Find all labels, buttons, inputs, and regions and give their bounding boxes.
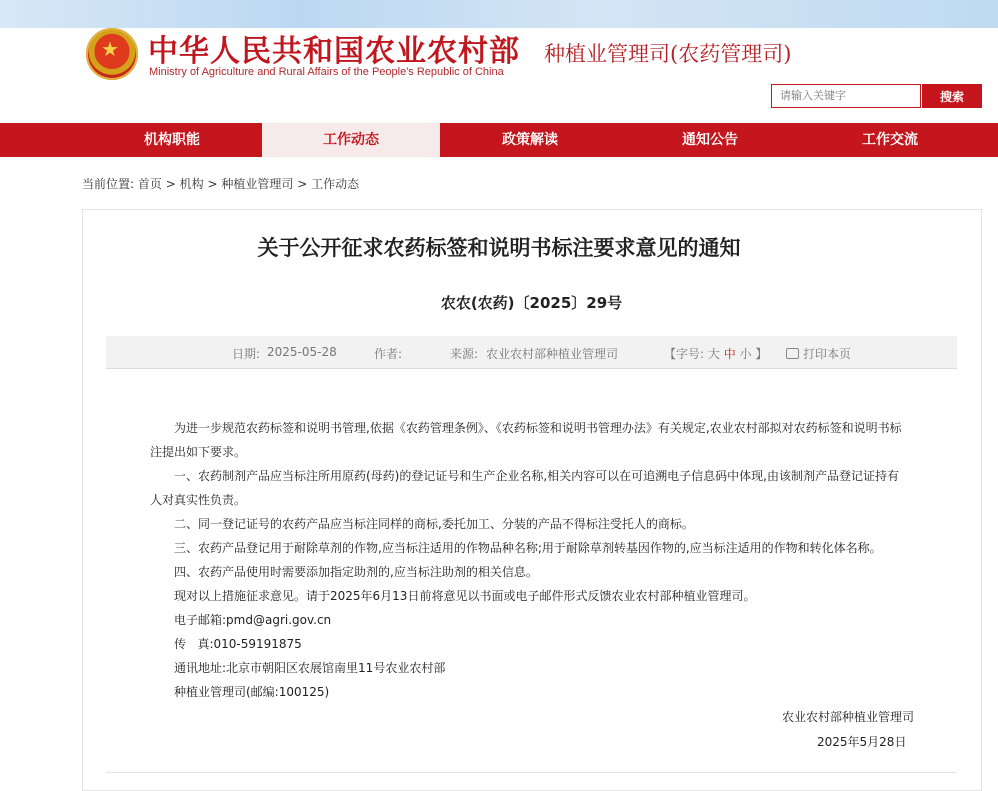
- breadcrumb: [82, 175, 359, 192]
- date-label: 日期:: [232, 347, 261, 361]
- nav-item-exchange[interactable]: 工作交流: [862, 132, 918, 148]
- font-size-small[interactable]: 小: [739, 347, 752, 361]
- department-name: 种植业管理司(农药管理司): [544, 42, 792, 66]
- nav-item-functions[interactable]: 机构职能: [144, 132, 200, 148]
- contact-email: 电子邮箱:pmd@agri.gov.cn: [174, 613, 332, 627]
- nav-item-notices[interactable]: 通知公告: [682, 132, 738, 148]
- font-size-open: 【字号:: [664, 347, 705, 361]
- contact-address: 通讯地址:北京市朝阳区农展馆南里11号农业农村部: [174, 661, 446, 675]
- contact-postcode: 种植业管理司(邮编:100125): [174, 685, 330, 699]
- article-title: 关于公开征求农药标签和说明书标注要求意见的通知: [257, 236, 741, 260]
- breadcrumb-current[interactable]: 工作动态: [311, 177, 360, 191]
- main-nav: [0, 123, 998, 157]
- breadcrumb-dept[interactable]: 种植业管理司: [221, 177, 294, 191]
- breadcrumb-separator: >: [207, 177, 218, 191]
- source-value: 农业农村部种植业管理司: [486, 347, 619, 361]
- search-button[interactable]: 搜索: [922, 84, 982, 108]
- font-size-large[interactable]: 大: [707, 347, 720, 361]
- author-label: 作者:: [374, 347, 403, 361]
- paragraph: 现对以上措施征求意见。请于2025年6月13日前将意见以书面或电子邮件形式反馈农业农村部种植业管理司。: [174, 589, 756, 603]
- paragraph: 二、同一登记证号的农药产品应当标注同样的商标,委托加工、分装的产品不得标注受托人的商标。: [174, 517, 694, 531]
- national-emblem-icon: [86, 28, 138, 80]
- site-title[interactable]: 中华人民共和国农业农村部: [148, 34, 520, 69]
- contact-fax: 传 真:010-59191875: [174, 637, 302, 651]
- signature-date: 2025年5月28日: [817, 735, 907, 749]
- site-header: [0, 0, 998, 122]
- nav-item-work-news[interactable]: 工作动态: [262, 123, 440, 157]
- print-label: 打印本页: [803, 347, 852, 361]
- font-size-control: [664, 345, 767, 362]
- paragraph: 为进一步规范农药标签和说明书管理,依据《农药管理条例》、《农药标签和说明书管理办法》有关规定,农业农村部拟对农药标签和说明书标注提出如下要求。: [150, 421, 902, 459]
- paragraph: 三、农药产品登记用于耐除草剂的作物,应当标注适用的作物品种名称;用于耐除草剂转基因作物的,应当标注适用的作物和转化体名称。: [174, 541, 882, 555]
- breadcrumb-separator: >: [297, 177, 308, 191]
- article-body: [150, 416, 910, 704]
- source-label: 来源:: [450, 347, 479, 361]
- breadcrumb-home[interactable]: 首页: [137, 177, 162, 191]
- paragraph: 一、农药制剂产品应当标注所用原药(母药)的登记证号和生产企业名称,相关内容可以在可追溯电子信息码中体现,由该制剂产品登记证持有人对真实性负责。: [150, 469, 899, 507]
- divider: [106, 772, 957, 773]
- breadcrumb-prefix: 当前位置:: [82, 177, 135, 191]
- paragraph: 四、农药产品使用时需要添加指定助剂的,应当标注助剂的相关信息。: [174, 565, 538, 579]
- article-meta-bar: [106, 336, 957, 369]
- breadcrumb-separator: >: [165, 177, 176, 191]
- printer-icon: [786, 348, 799, 359]
- font-size-close: 】: [755, 347, 768, 361]
- breadcrumb-org[interactable]: 机构: [179, 177, 204, 191]
- signature-org: 农业农村部种植业管理司: [782, 710, 915, 724]
- publish-date: 2025-05-28: [267, 345, 337, 359]
- site-subtitle: Ministry of Agriculture and Rural Affairs of the People's Republic of China: [149, 66, 504, 78]
- document-number: 农农(农药)〔2025〕29号: [440, 294, 623, 312]
- print-button[interactable]: [786, 345, 851, 362]
- search-input[interactable]: [771, 84, 921, 108]
- nav-item-policy[interactable]: 政策解读: [502, 132, 558, 148]
- font-size-medium[interactable]: 中: [723, 347, 736, 361]
